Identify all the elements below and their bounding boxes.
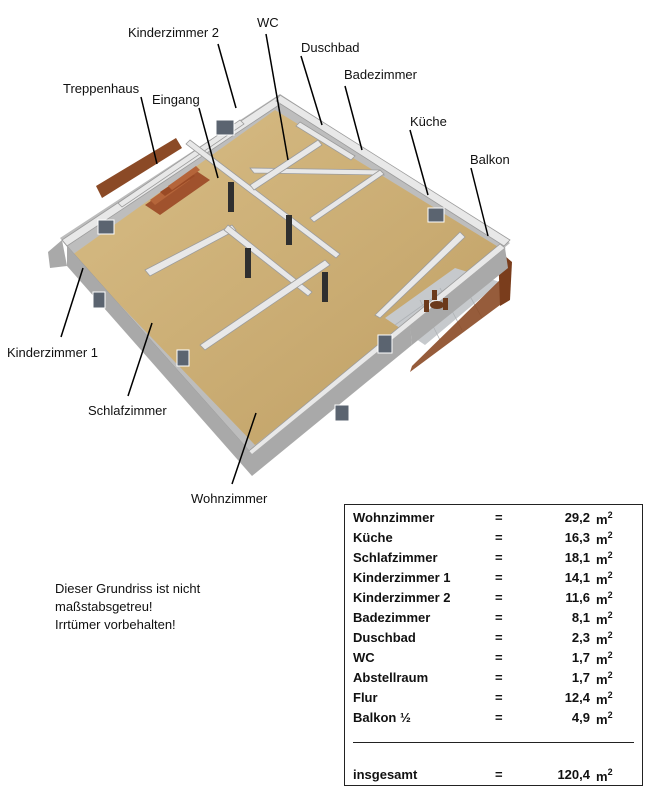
label-duschbad: Duschbad: [301, 40, 360, 55]
room-name: Küche: [353, 530, 393, 545]
door: [286, 215, 292, 245]
table-row: [345, 547, 642, 567]
table-row: [345, 527, 642, 547]
window: [428, 208, 444, 222]
room-name: Kinderzimmer 2: [353, 590, 451, 605]
unit: $m^2$: [596, 670, 613, 687]
room-name: Schlafzimmer: [353, 550, 438, 565]
label-badezimmer: Badezimmer: [344, 67, 417, 82]
room-name: Duschbad: [353, 630, 416, 645]
table-row: [345, 687, 642, 707]
equals-sign: =: [495, 767, 503, 782]
unit: $m^2$: [596, 710, 613, 727]
equals-sign: =: [495, 530, 503, 545]
label-kinderzimmer1: Kinderzimmer 1: [7, 345, 99, 360]
equals-sign: =: [495, 650, 503, 665]
room-area: 4,9: [571, 710, 590, 725]
equals-sign: =: [495, 510, 503, 525]
door: [245, 248, 251, 278]
room-area: 1,7: [571, 670, 590, 685]
door: [322, 272, 328, 302]
room-name: Flur: [353, 690, 378, 705]
table-row: [345, 567, 642, 587]
label-wc: WC: [257, 15, 279, 30]
equals-sign: =: [495, 670, 503, 685]
table-row: [345, 587, 642, 607]
room-name: Abstellraum: [353, 670, 429, 685]
window: [93, 292, 105, 308]
area-table: [344, 504, 643, 786]
window: [378, 335, 392, 353]
table-row: [345, 607, 642, 627]
label-kueche: Küche: [410, 114, 447, 129]
unit: $m^2$: [596, 767, 613, 784]
room-name: Kinderzimmer 1: [353, 570, 451, 585]
equals-sign: =: [495, 610, 503, 625]
leader-kinderzimmer2: [218, 44, 236, 108]
door: [228, 182, 234, 212]
unit: $m^2$: [596, 650, 613, 667]
unit: $m^2$: [596, 550, 613, 567]
room-area: 8,1: [571, 610, 590, 625]
room-name: Balkon ½: [353, 710, 411, 725]
room-area: 14,1: [564, 570, 590, 585]
total-area: 120,4: [557, 767, 590, 782]
unit: $m^2$: [596, 610, 613, 627]
unit: $m^2$: [596, 530, 613, 547]
equals-sign: =: [495, 590, 503, 605]
unit: $m^2$: [596, 630, 613, 647]
table-row: [345, 647, 642, 667]
label-wohnzimmer: Wohnzimmer: [191, 491, 268, 506]
label-balkon: Balkon: [470, 152, 510, 167]
room-area: 18,1: [564, 550, 590, 565]
table-divider: [353, 742, 634, 743]
note-line: Irrtümer vorbehalten!: [55, 617, 176, 632]
total-label: insgesamt: [353, 767, 418, 782]
table-total-row: [345, 764, 642, 784]
room-area: 29,2: [564, 510, 590, 525]
room-area: 1,7: [571, 650, 590, 665]
table-row: [345, 707, 642, 727]
window: [98, 220, 114, 234]
disclaimer-note: [55, 580, 200, 634]
leader-kinderzimmer1: [61, 268, 83, 337]
note-line: maßstabsgetreu!: [55, 599, 153, 614]
leader-treppenhaus: [141, 97, 157, 164]
table-row: [345, 627, 642, 647]
label-kinderzimmer2: Kinderzimmer 2: [128, 25, 220, 40]
note-line: Dieser Grundriss ist nicht: [55, 581, 201, 596]
unit: $m^2$: [596, 690, 613, 707]
window: [177, 350, 189, 366]
window: [216, 120, 234, 135]
unit: $m^2$: [596, 570, 613, 587]
room-name: WC: [353, 650, 375, 665]
room-area: 16,3: [564, 530, 590, 545]
room-name: Wohnzimmer: [353, 510, 435, 525]
equals-sign: =: [495, 690, 503, 705]
room-area: 2,3: [571, 630, 590, 645]
equals-sign: =: [495, 710, 503, 725]
label-schlafzimmer: Schlafzimmer: [88, 403, 167, 418]
room-name: Badezimmer: [353, 610, 431, 625]
equals-sign: =: [495, 630, 503, 645]
room-area: 12,4: [564, 690, 590, 705]
equals-sign: =: [495, 570, 503, 585]
room-area: 11,6: [565, 590, 590, 605]
unit: $m^2$: [596, 510, 613, 527]
window: [335, 405, 349, 421]
label-eingang: Eingang: [152, 92, 200, 107]
unit: $m^2$: [596, 590, 613, 607]
equals-sign: =: [495, 550, 503, 565]
label-treppenhaus: Treppenhaus: [63, 81, 140, 96]
table-row: [345, 507, 642, 527]
table-row: [345, 667, 642, 687]
